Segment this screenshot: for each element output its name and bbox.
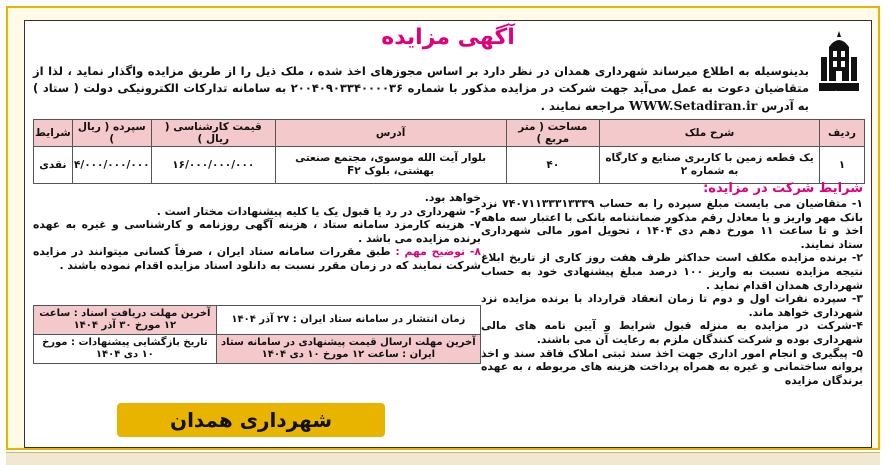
ad-inner	[24, 20, 872, 448]
svg-text:شهرداری: شهرداری	[827, 90, 851, 97]
important-note	[33, 245, 481, 272]
dates-table	[33, 305, 481, 364]
table-row	[34, 147, 865, 184]
note-text: طبق مقررات سامانه ستاد ایران ، صرفاً کسانی میتوانند در مزایده شرکت نمایند که در زمان مقرر نسبت به دانلود اسناد مزایده اقدام نموده باشند .	[33, 245, 481, 272]
condition-item: ۳- سپرده نفرات اول و دوم تا زمان انعقاد قرارداد با برنده مزایده نزد شهرداری خواهد ماند.	[481, 292, 863, 319]
dates-row	[34, 306, 481, 335]
conditions-left-column	[33, 191, 481, 273]
cell-appraisal: ۱۶/۰۰۰/۰۰۰/۰۰۰	[151, 147, 275, 184]
condition-item: ۶- شهرداری در رد یا قبول یک یا کلیه پیشنهادات مختار است .	[156, 204, 481, 218]
col-header-description: شرح ملک	[600, 120, 820, 147]
ad-frame	[6, 6, 880, 450]
condition-item: ۲- برنده مزایده مکلف است حداکثر ظرف هفت روز کاری از تاریخ ابلاغ نتیجه مزایده نسبت به واریز ۱۰۰ درصد مبلغ پیشنهادی خود به حساب شهرداری همدان اقدام نماید .	[481, 251, 863, 292]
cell-address: بلوار آیت الله موسوی، مجتمع صنعتی بهشتی، بلوک F۲	[275, 147, 506, 184]
condition-item: ۷- هزینه کارمزد سامانه ستاد ، هزینه آگهی روزنامه و کارشناسی و غیره به عهده برنده مزایده می باشد .	[33, 218, 481, 245]
cell-deposit: ۴/۰۰۰/۰۰۰/۰۰۰	[72, 147, 151, 184]
intro-text-end: مراجعه نمایند .	[540, 99, 625, 113]
conditions-right-column	[481, 197, 863, 387]
intro-paragraph	[33, 63, 809, 115]
note-label: ۸- توضیح مهم :	[395, 245, 481, 259]
cell-row-number: ۱	[820, 147, 865, 184]
intro-text: بدینوسیله به اطلاع میرساند شهرداری همدان در نظر دارد بر اساس مجوزهای اخذ شده ، ملک ذیل را از طریق مزایده واگذار نماید ، لذا از متقاضیان دعوت به عمل می‌آید جهت شرکت در مزایده مذکور با شماره ۲۰۰۴۰۹۰۳۳۴۰۰۰۰۳۶ به سامانه تدارکات الکترونیکی دولت ( ستاد ) به آدرس	[33, 64, 809, 113]
dates-row	[34, 335, 481, 364]
date-offer-deadline: آخرین مهلت ارسال قیمت پیشنهادی در سامانه ستاد ایران : ساعت ۱۲ مورخ ۱۰ دی ۱۴۰۴	[216, 335, 480, 364]
municipality-logo-icon	[815, 27, 863, 97]
cell-terms: نقدی	[34, 147, 73, 184]
col-header-terms: شرایط	[34, 120, 73, 147]
col-header-appraisal: قیمت کارشناسی ( ریال )	[151, 120, 275, 147]
date-publish: زمان انتشار در سامانه ستاد ایران : ۲۷ آذر ۱۴۰۴	[216, 306, 480, 335]
cell-area: ۴۰	[506, 147, 600, 184]
condition-item: ۴-شرکت در مزایده به منزله قبول شرایط و آیین نامه های مالی شهرداری بوده و شرکت کنندگان ملزم به رعایت آن می باشند.	[481, 319, 863, 346]
col-header-deposit: سپرده ( ریال )	[72, 120, 151, 147]
condition-item: ۱- متقاضیان می بایست مبلغ سپرده را به حساب ۷۴۰۷۱۱۳۳۳۱۳۳۳۹ نزد بانک مهر واریز و یا معادل رقم مذکور ضمانتنامه بانکی با اعتبار سه ماهه اخذ و تا ساعت ۱۱ مورخ دهم دی ۱۴۰۴ ، تحویل امور مالی شهرداری ستاد نمایند.	[481, 197, 863, 251]
cell-description: یک قطعه زمین با کاربری صنایع و کارگاه به شماره ۲	[600, 147, 820, 184]
date-opening: تاریخ بازگشایی پیشنهادات : مورخ ۱۰ دی ۱۴۰۴	[34, 335, 217, 364]
website-link[interactable]: WWW.Setadiran.ir	[629, 98, 758, 113]
conditions-title: شرایط شرکت در مزایده:	[703, 181, 863, 196]
property-table	[33, 119, 865, 184]
date-documents-deadline: آخرین مهلت دریافت اسناد : ساعت ۱۲ مورخ ۳۰ آذر ۱۴۰۴	[34, 306, 217, 335]
condition-item: خواهد بود.	[424, 191, 481, 204]
bottom-strip	[6, 452, 880, 465]
col-header-row-number: ردیف	[820, 120, 865, 147]
col-header-area: مساحت ( متر مربع )	[506, 120, 600, 147]
condition-item: ۵- پیگیری و انجام امور اداری جهت اخذ سند ثبتی املاک فاقد سند و اخذ پروانه ساختمانی و غیره به همراه پرداخت هزینه های مربوطه ، به عهده برندگان مزایده	[481, 346, 863, 387]
col-header-address: آدرس	[275, 120, 506, 147]
ad-title: آگهی مزایده	[381, 25, 515, 50]
footer-signature: شهرداری همدان	[117, 403, 385, 437]
